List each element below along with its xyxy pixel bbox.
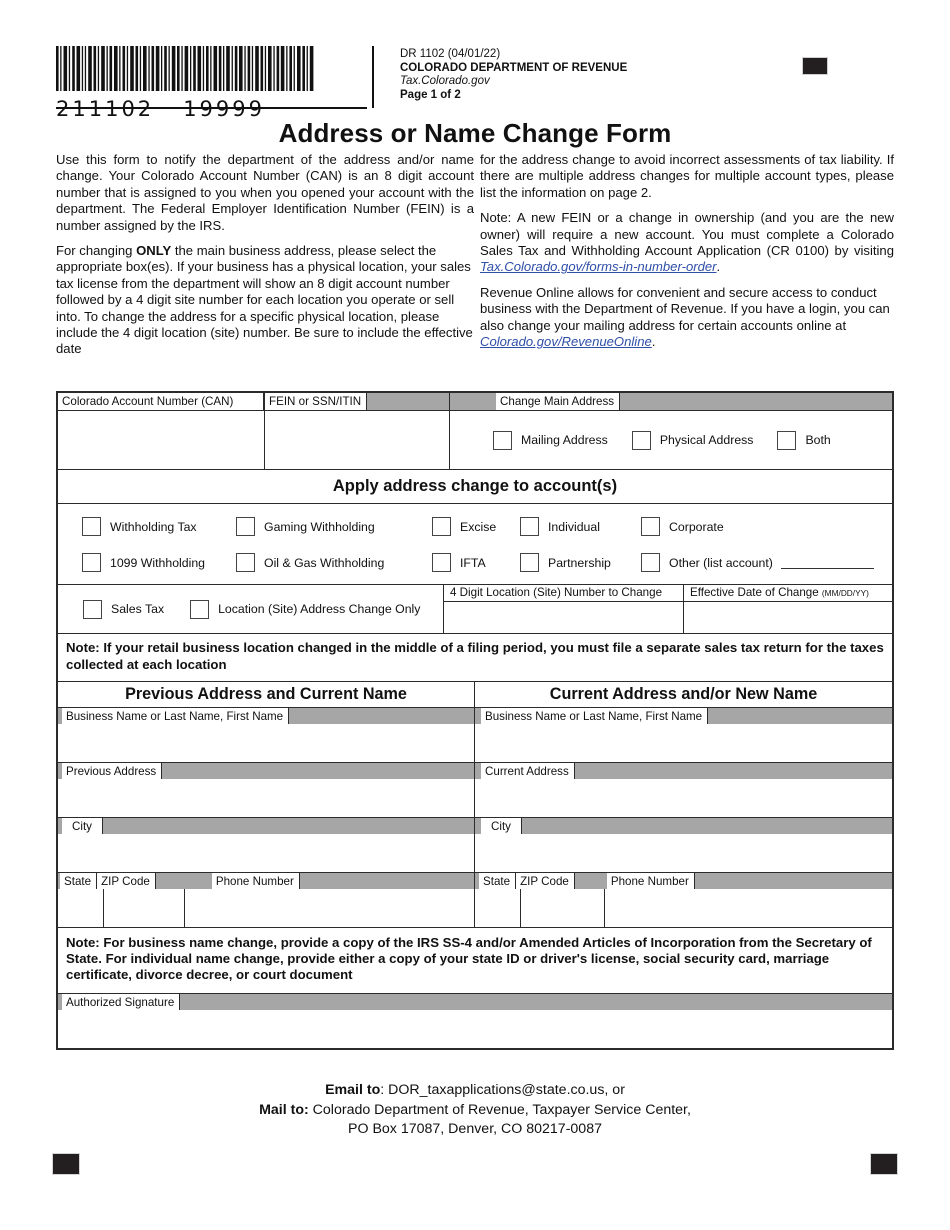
intro-p2-pre: For changing (56, 243, 137, 259)
intro-p2-period: . (716, 259, 721, 275)
checkbox-excise[interactable] (432, 517, 520, 536)
intro-right-paragraph-3 (480, 285, 894, 351)
account-types-row-1 (58, 517, 892, 536)
prev-business-name-caption-cell (58, 708, 475, 724)
change-main-address-caption-cell (450, 393, 892, 410)
sales-tax-label: Sales Tax (111, 602, 165, 616)
prev-state-input[interactable] (58, 889, 104, 927)
intro-right-paragraph-1: for the address change to avoid incorrect assessments of tax liability. If there are multiple address changes for multiple account types, please list the information on page 2. (480, 152, 894, 200)
intro-fein-note-text: Note: A new FEIN or a change in ownership (and you are the new owner) will require a new account. You must complete a Colorado Sales Tax and Withholding Account Application (CR 0100) by visiting (480, 210, 894, 259)
mail-label: Mail to: (259, 1101, 309, 1118)
sales-tax-checkbox[interactable] (83, 600, 102, 619)
ifta-label: IFTA (460, 555, 486, 570)
intro-column-left (56, 152, 474, 358)
curr-phone-input[interactable] (605, 889, 892, 927)
other-account-input[interactable] (781, 568, 874, 569)
account-types-cell (58, 504, 892, 584)
authorized-signature-input[interactable] (58, 1010, 892, 1048)
barcode-digits: 211102 19999 (56, 97, 265, 121)
curr-city-label: City (481, 818, 522, 835)
email-line (0, 1081, 950, 1101)
gaming-withholding-label: Gaming Withholding (264, 519, 375, 534)
change-main-address-label: Change Main Address (496, 393, 620, 410)
header-meta (400, 48, 627, 102)
barcode-block (56, 46, 366, 121)
can-label: Colorado Account Number (CAN) (58, 393, 264, 410)
prev-city-label: City (62, 818, 103, 835)
previous-address-column-head: Previous Address and Current Name (58, 682, 475, 707)
curr-zip-input[interactable] (521, 889, 605, 927)
checkbox-oil-gas-withholding[interactable] (236, 553, 432, 572)
checkbox-withholding-tax[interactable] (82, 517, 236, 536)
retail-note-row (58, 633, 892, 681)
curr-phone-label: Phone Number (607, 873, 695, 889)
ifta-checkbox[interactable] (432, 553, 451, 572)
mailing-address-checkbox[interactable] (493, 431, 512, 450)
corporate-checkbox[interactable] (641, 517, 660, 536)
address-column-heads-row (58, 681, 892, 707)
page-header (0, 0, 950, 121)
city-input-row (58, 834, 892, 872)
location-change-checkbox[interactable] (190, 600, 209, 619)
individual-label: Individual (548, 519, 600, 534)
gaming-withholding-checkbox[interactable] (236, 517, 255, 536)
location-change-label: Location (Site) Address Change Only (218, 602, 421, 616)
fein-caption-cell (264, 393, 450, 410)
prev-zip-input[interactable] (104, 889, 185, 927)
fein-input[interactable] (264, 411, 450, 469)
curr-business-name-label: Business Name or Last Name, First Name (481, 708, 708, 725)
intro-paragraph-2 (56, 243, 474, 358)
email-label: Email to (325, 1082, 381, 1098)
registration-mark-top-right (802, 57, 828, 75)
1099-withholding-checkbox[interactable] (82, 553, 101, 572)
state-zip-phone-input-row (58, 889, 892, 927)
both-address-checkbox[interactable] (777, 431, 796, 450)
barcode-image (56, 46, 314, 91)
current-address-input[interactable] (475, 779, 892, 817)
prev-zip-gray-gap (156, 873, 212, 889)
checkbox-partnership[interactable] (520, 553, 641, 572)
other-account-checkbox[interactable] (641, 553, 660, 572)
agency-name: COLORADO DEPARTMENT OF REVENUE (400, 61, 628, 74)
site-number-label: 4 Digit Location (Site) Number to Change (444, 585, 683, 602)
curr-zip-label: ZIP Code (516, 873, 575, 889)
prev-business-name-label: Business Name or Last Name, First Name (62, 708, 289, 725)
effective-date-cell (684, 585, 892, 633)
individual-checkbox[interactable] (520, 517, 539, 536)
corporate-label: Corporate (669, 519, 724, 534)
identity-input-row (58, 410, 892, 469)
previous-address-caption-cell (58, 763, 475, 779)
physical-address-checkbox[interactable] (632, 431, 651, 450)
current-address-caption-cell (475, 763, 892, 779)
business-name-input-row (58, 724, 892, 762)
effective-date-label-wrap (684, 585, 892, 602)
fein-label: FEIN or SSN/ITIN (265, 393, 367, 410)
curr-state-label: State (479, 873, 516, 889)
identity-caption-row (58, 393, 892, 410)
registration-mark-bottom-right (870, 1153, 898, 1175)
apply-section-title: Apply address change to account(s) (58, 470, 892, 503)
current-address-column-head: Current Address and/or New Name (475, 682, 892, 707)
mail-line-2: PO Box 17087, Denver, CO 80217-0087 (348, 1121, 602, 1137)
business-name-caption-row (58, 707, 892, 724)
name-change-note-row (58, 927, 892, 993)
effective-date-input[interactable] (684, 602, 892, 632)
address-caption-row (58, 762, 892, 779)
checkbox-individual[interactable] (520, 517, 641, 536)
checkbox-mailing-address[interactable] (493, 431, 608, 450)
checkbox-1099-withholding[interactable] (82, 553, 236, 572)
signature-input-row (58, 1010, 892, 1048)
intro-p2-post: the main business address, please select the appropriate box(es). If your business has a physical location, your sales tax license from the department will show an 8 digit account number followed by a 4 digit site number for each location you operate or sell into. To change the address for a specific physical location, please include the 4 digit location (site) number. Be sure to include the effective date (56, 243, 473, 357)
page-footer (0, 1081, 950, 1140)
apply-section-title-row (58, 469, 892, 503)
current-address-label: Current Address (481, 763, 575, 780)
checkbox-both-address[interactable] (777, 431, 830, 450)
curr-city-caption-cell (475, 818, 892, 834)
address-input-row (58, 779, 892, 817)
form-number: DR 1102 (04/01/22) (400, 48, 501, 60)
curr-business-name-input[interactable] (475, 724, 892, 762)
prev-phone-input[interactable] (185, 889, 475, 927)
page-label: Page 1 of 2 (400, 88, 461, 101)
excise-checkbox[interactable] (432, 517, 451, 536)
registration-mark-bottom-left (52, 1153, 80, 1175)
agency-website: Tax.Colorado.gov (400, 75, 490, 88)
forms-in-number-order-link[interactable]: Tax.Colorado.gov/forms-in-number-order (480, 259, 717, 275)
mailing-address-label: Mailing Address (521, 433, 608, 447)
site-number-cell (444, 585, 684, 633)
prev-business-name-input[interactable] (58, 724, 475, 762)
checkbox-physical-address[interactable] (632, 431, 754, 450)
checkbox-sales-tax[interactable] (83, 600, 164, 619)
signature-caption-cell (58, 994, 892, 1010)
effective-date-format: (MM/DD/YY) (821, 588, 869, 598)
signature-caption-row (58, 993, 892, 1010)
withholding-tax-checkbox[interactable] (82, 517, 101, 536)
main-address-options-cell (450, 411, 892, 469)
form-grid (56, 391, 894, 1050)
account-types-row-2 (58, 553, 892, 572)
can-input[interactable] (58, 411, 264, 469)
curr-city-input[interactable] (475, 834, 892, 872)
header-rule (56, 107, 367, 109)
oil-gas-withholding-label: Oil & Gas Withholding (264, 555, 385, 570)
site-number-input[interactable] (444, 602, 683, 632)
mail-address-1: Colorado Department of Revenue, Taxpayer Service Center, (308, 1101, 691, 1118)
prev-city-input[interactable] (58, 834, 475, 872)
city-caption-row (58, 817, 892, 834)
physical-address-label: Physical Address (659, 433, 754, 447)
prev-szp-caption-cell (58, 873, 475, 889)
page-title: Address or Name Change Form (278, 118, 672, 148)
other-account-label: Other (list account) (669, 555, 773, 570)
can-caption-cell (58, 393, 264, 410)
sales-tax-cell (58, 585, 444, 633)
intro-revenue-online-text: Revenue Online allows for convenient and secure access to conduct business with the Department of Revenue. If you have a login, you can also change your mailing address for certain accounts online at (480, 284, 890, 333)
retail-note: Note: If your retail business location changed in the middle of a filing period, you must file a separate sales tax return for the taxes collected at each location (58, 634, 892, 681)
prev-city-caption-cell (58, 818, 475, 834)
intro-right-paragraph-2 (480, 210, 894, 276)
email-address: : DOR_taxapplications@state.co.us, or (380, 1082, 625, 1098)
partnership-label: Partnership (548, 555, 611, 570)
effective-date-label: Effective Date of Change (690, 586, 819, 599)
previous-address-input[interactable] (58, 779, 475, 817)
curr-business-name-caption-cell (475, 708, 892, 724)
checkbox-gaming-withholding[interactable] (236, 517, 432, 536)
curr-zip-gray-gap (575, 873, 607, 889)
state-zip-phone-caption-row (58, 872, 892, 889)
checkbox-ifta[interactable] (432, 553, 520, 572)
mail-line-1 (0, 1101, 950, 1121)
prev-phone-label: Phone Number (212, 873, 300, 889)
oil-gas-withholding-checkbox[interactable] (236, 553, 255, 572)
both-address-label: Both (805, 433, 831, 447)
previous-address-label: Previous Address (62, 763, 162, 780)
prev-state-label: State (60, 873, 97, 889)
curr-szp-caption-cell (475, 873, 892, 889)
intro-p2-emphasis: ONLY (136, 243, 172, 259)
partnership-checkbox[interactable] (520, 553, 539, 572)
curr-state-input[interactable] (475, 889, 521, 927)
1099-withholding-label: 1099 Withholding (110, 555, 206, 570)
header-divider (372, 46, 374, 108)
checkbox-location-change[interactable] (190, 600, 420, 619)
checkbox-corporate[interactable] (641, 517, 724, 536)
intro-paragraph-1: Use this form to notify the department of the address and/or name change. Your Colorado Account Number (CAN) is an 8 digit account number that is assigned to you when you opened your account with the department. The Federal Employer Identification Number (FEIN) is a number assigned by the IRS. (56, 152, 474, 233)
authorized-signature-label: Authorized Signature (62, 994, 180, 1011)
intro-column-right (480, 152, 894, 350)
withholding-tax-label: Withholding Tax (110, 519, 197, 534)
prev-zip-label: ZIP Code (97, 873, 156, 889)
sales-tax-row (58, 584, 892, 633)
checkbox-other-account[interactable] (641, 553, 892, 572)
name-change-note: Note: For business name change, provide a copy of the IRS SS-4 and/or Amended Articles of Incorporation from the Secretary of State. For individual name change, provide either a copy of your state ID or driver's license, social security card, marriage certificate, divorce decree, or court document (58, 928, 892, 993)
excise-label: Excise (460, 519, 497, 534)
account-types-row (58, 503, 892, 584)
intro-p3-period: . (651, 334, 656, 350)
revenue-online-link[interactable]: Colorado.gov/RevenueOnline (480, 334, 652, 350)
